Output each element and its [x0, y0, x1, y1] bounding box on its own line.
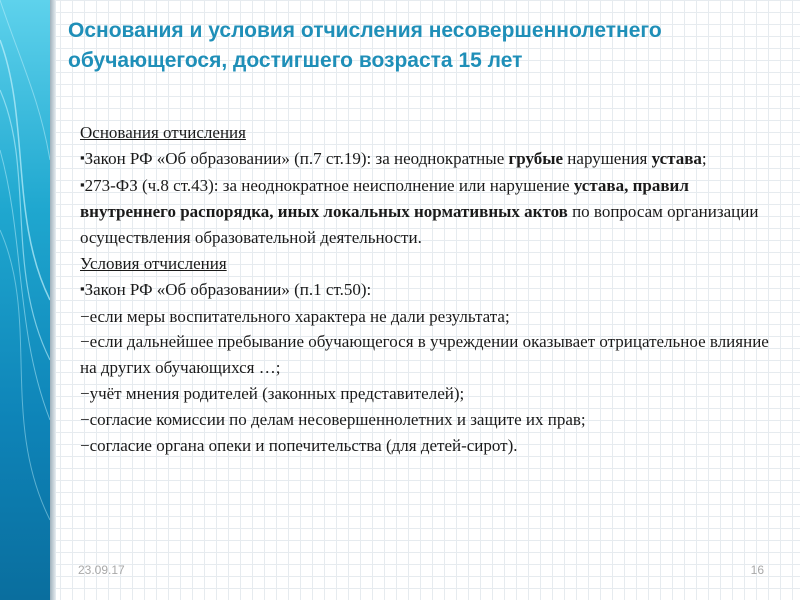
- conditions-law: [80, 277, 770, 304]
- conditions-item-2: −если дальнейшее пребывание обучающегося в учреждении оказывает отрицательное влияние на других обучающихся …;: [80, 332, 769, 378]
- grounds-item-2: [80, 173, 770, 251]
- grounds-item-1-bold-a: грубые: [508, 148, 564, 168]
- conditions-item-3: −учёт мнения родителей (законных представителей);: [80, 383, 465, 403]
- title-line-1: Основания и условия отчисления несовершеннолетнего: [68, 19, 662, 42]
- conditions-item-5: −согласие органа опеки и попечительства (для детей-сирот).: [80, 435, 518, 455]
- footer-date: 23.09.17: [78, 563, 125, 577]
- page-title: [68, 16, 768, 76]
- band-edge-divider: [50, 0, 56, 600]
- footer-page-number: 16: [750, 563, 764, 577]
- grounds-item-1: [80, 146, 770, 173]
- slide-content: [80, 120, 770, 458]
- grounds-item-2-text-a: 273-ФЗ (ч.8 ст.43): за неоднократное неисполнение или нарушение: [84, 175, 574, 195]
- conditions-item-1: −если меры воспитательного характера не дали результата;: [80, 306, 510, 326]
- grounds-item-2-text-c: по вопросам организации осуществления образовательной деятельности.: [80, 202, 759, 248]
- grounds-item-1-text-e: ;: [701, 148, 707, 168]
- decorative-side-band: [0, 0, 50, 600]
- conditions-item-4: −согласие комиссии по делам несовершеннолетних и защите их прав;: [80, 409, 586, 429]
- wave-decoration-icon: [0, 0, 50, 600]
- grounds-heading: Основания отчисления: [80, 123, 246, 142]
- grounds-item-1-bold-d: устава: [651, 148, 702, 168]
- grounds-item-1-text-a: Закон РФ «Об образовании» (п.7 ст.19): за неоднократные: [84, 148, 509, 168]
- grounds-item-1-text-c: нарушения: [563, 148, 652, 168]
- conditions-heading: Условия отчисления: [80, 253, 227, 273]
- grounds-item-2-bold-b: устава, правил внутреннего распорядка, иных локальных нормативных актов: [80, 175, 689, 222]
- title-line-2: обучающегося, достигшего возраста 15 лет: [68, 49, 523, 72]
- conditions-law-text: Закон РФ «Об образовании» (п.1 ст.50):: [84, 279, 372, 299]
